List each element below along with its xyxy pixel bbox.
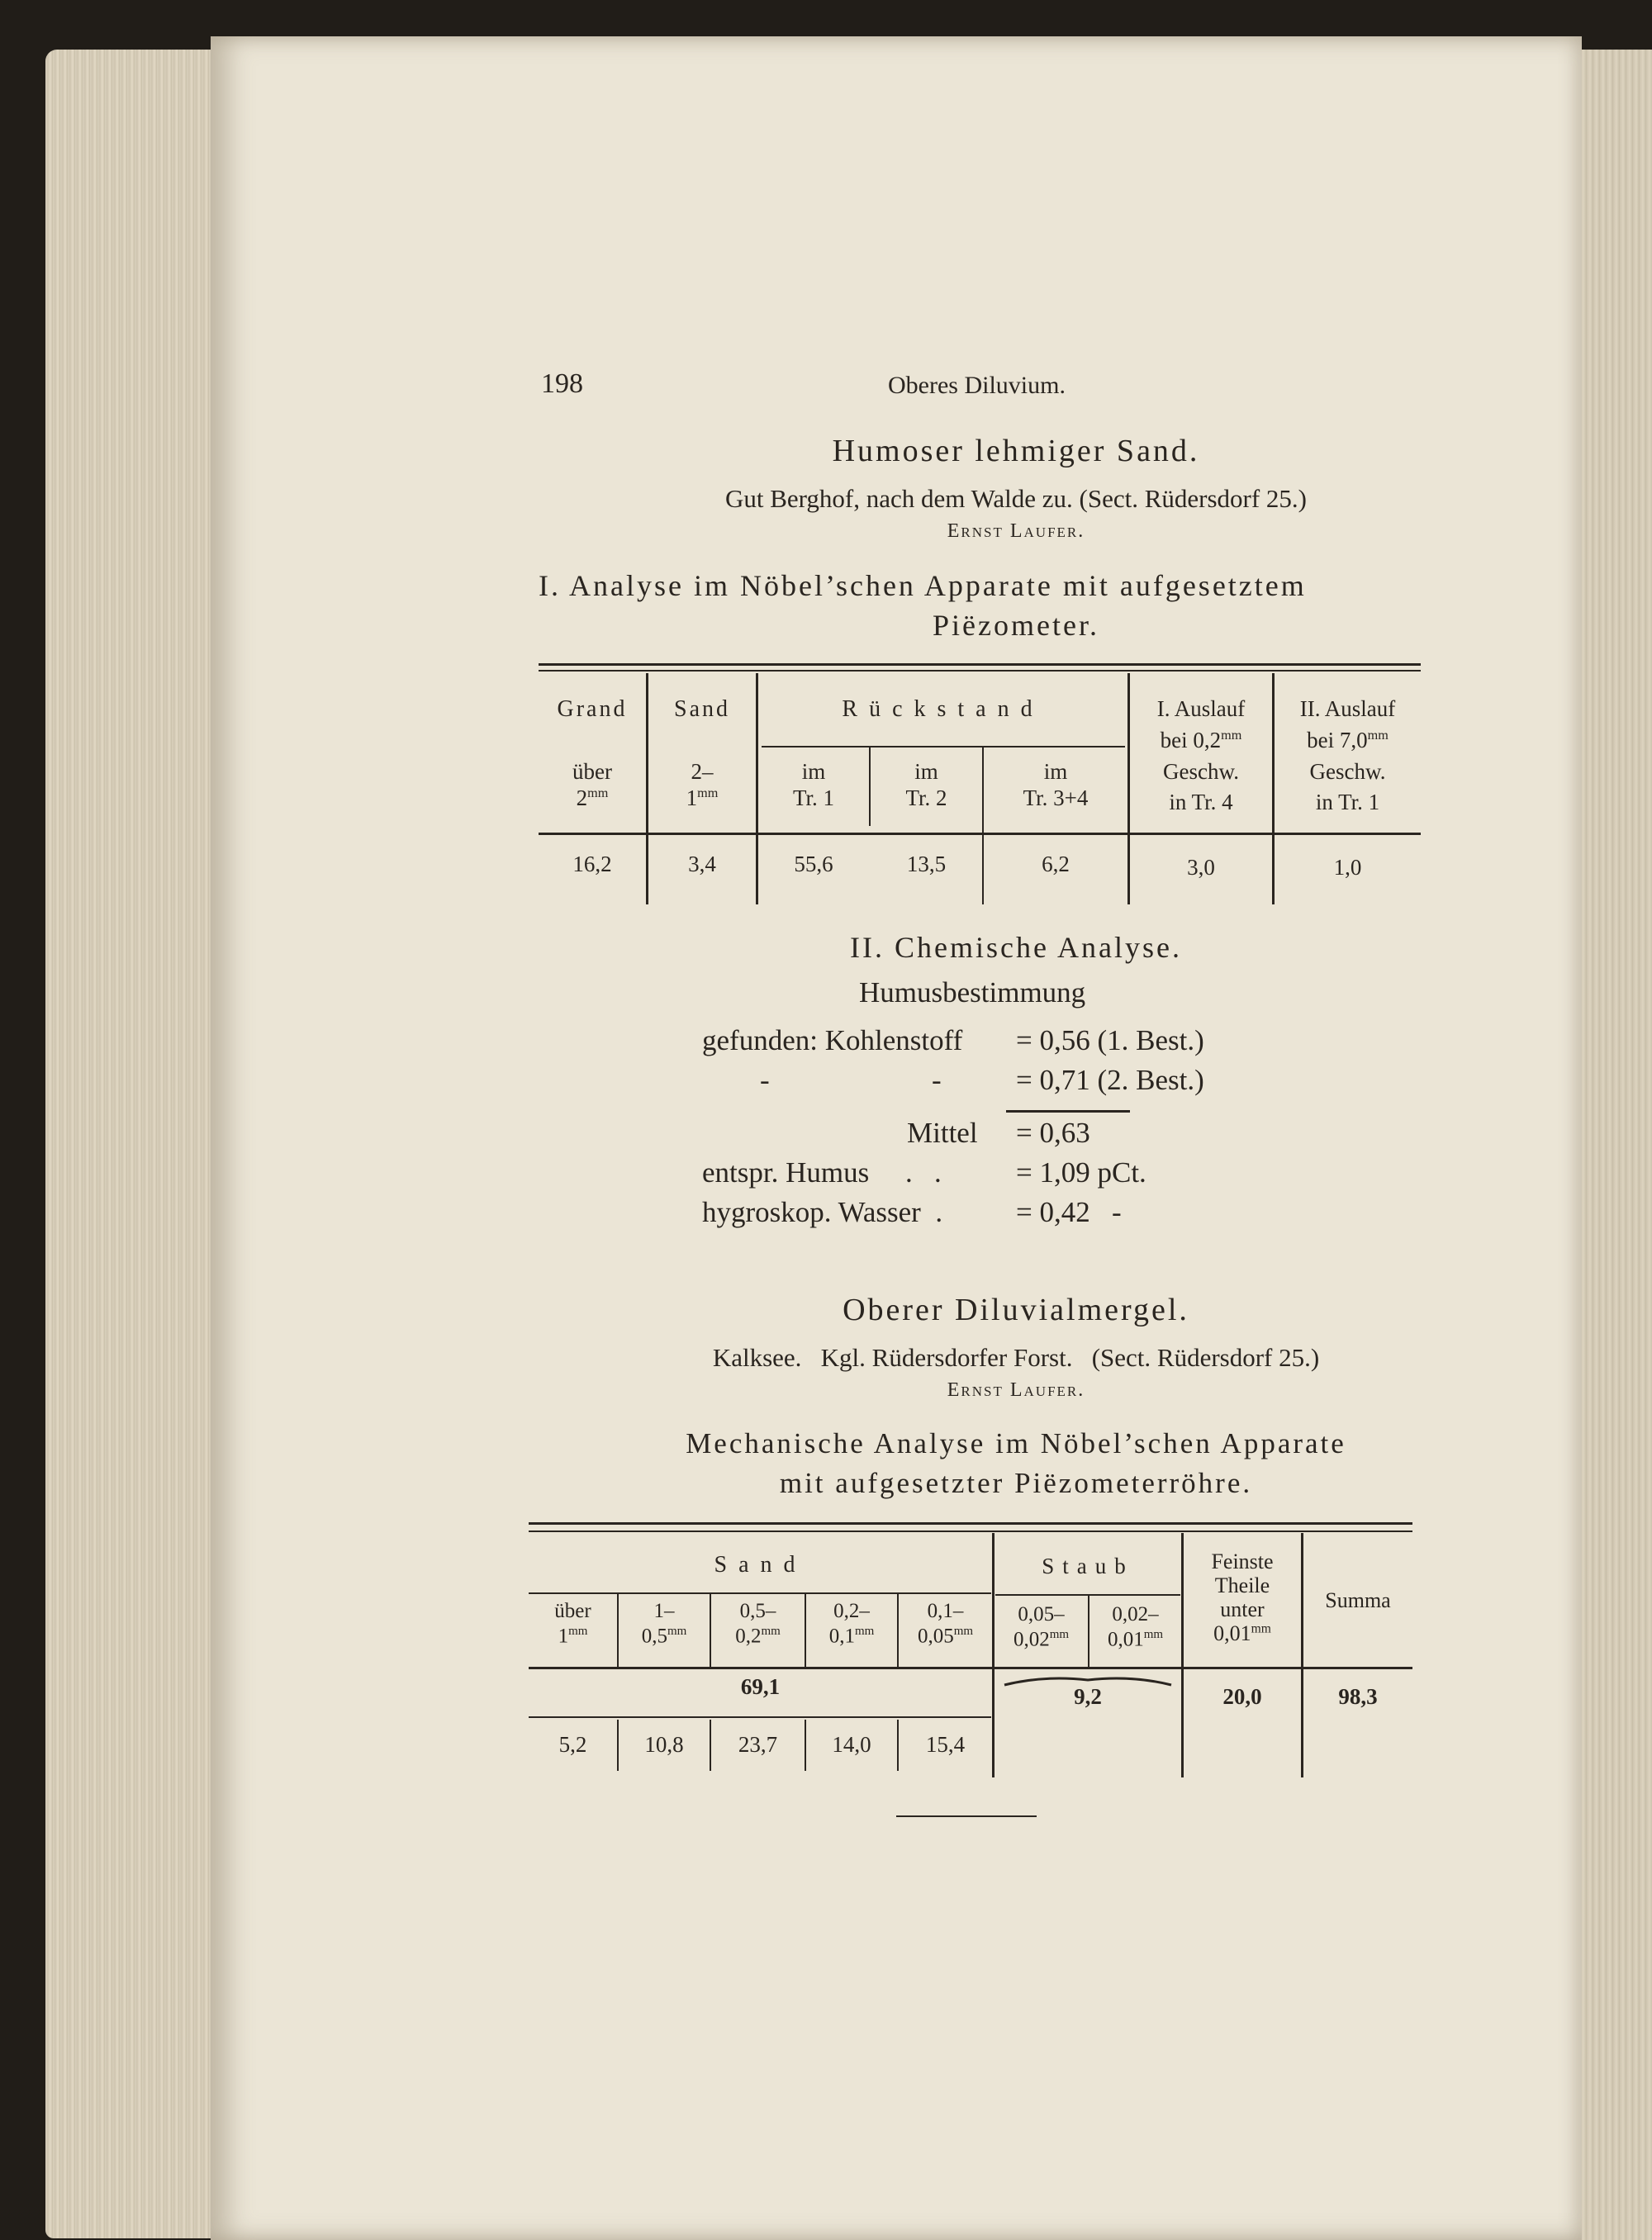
chem-row1-label: gefunden: Kohlenstoff: [702, 1024, 963, 1056]
col-sand-02-01: 0,2– $0,1^{mm}$: [828, 1600, 875, 1648]
chem-mittel-value: = 0,63: [1016, 1117, 1090, 1149]
section1-title: Humoser lehmiger Sand.: [832, 434, 1200, 468]
summa-total: 98,3: [1338, 1684, 1378, 1709]
book-page: [211, 36, 1582, 2240]
t1-value-auslauf2: 1,0: [1333, 855, 1362, 880]
section2-title: Oberer Diluvialmergel.: [843, 1293, 1189, 1327]
section1-analysis-heading: I. Analyse im Nöbel’schen Apparate mit aufgesetztem: [539, 569, 1307, 602]
col-sand: Sand: [674, 696, 730, 722]
t1-value-tr2: 13,5: [906, 852, 947, 876]
section2-location: Kalksee. Kgl. Rüdersdorfer Forst. (Sect. Rüdersdorf 25.): [712, 1343, 1320, 1372]
col-sand-sub: 2– $1^{mm}$: [686, 759, 719, 811]
col-auslauf1: I. Auslauf bei $0,2^{mm}$ Geschw. in Tr. 4: [1156, 696, 1246, 815]
sand-value-05-02: 23,7: [738, 1732, 778, 1757]
col-feinste: Feinste Theile unter $0,01^{mm}$: [1211, 1549, 1274, 1646]
col-summa: Summa: [1325, 1588, 1391, 1612]
col-grand-sub: über $2^{mm}$: [572, 759, 612, 811]
chem-humus-value: = 1,09 pCt.: [1016, 1156, 1146, 1189]
chem-row2-dash2: -: [932, 1064, 942, 1096]
t1-value-tr34: 6,2: [1042, 852, 1070, 876]
t1-value-auslauf1: 3,0: [1187, 855, 1215, 880]
col-sand-01-005: 0,1– $0,05^{mm}$: [917, 1600, 974, 1648]
section2-analysis-heading-cont: mit aufgesetzter Piëzometerröhre.: [779, 1467, 1253, 1499]
book-page-edges-left: [45, 50, 219, 2238]
sand-value-ueber1: 5,2: [558, 1732, 587, 1757]
chem-mittel-label: Mittel: [907, 1117, 978, 1149]
chem-subtitle: Humusbestimmung: [859, 976, 1086, 1008]
col-tr1: im Tr. 1: [792, 759, 835, 811]
sand-value-02-01: 14,0: [832, 1732, 871, 1757]
sand-value-01-005: 15,4: [925, 1732, 966, 1757]
feinste-total: 20,0: [1222, 1684, 1262, 1709]
col-rueckstand: Rückstand: [842, 696, 1044, 722]
staub-total: 9,2: [1074, 1684, 1102, 1709]
sand-value-1-05: 10,8: [644, 1732, 684, 1757]
chem-humus-label: entspr. Humus . .: [702, 1156, 942, 1189]
t1-value-grand: 16,2: [572, 852, 612, 876]
end-rule: [896, 1815, 1037, 1817]
chem-row2-value: = 0,71 (2. Best.): [1016, 1064, 1204, 1096]
section1-author: Ernst Laufer.: [947, 520, 1085, 542]
running-title: Oberes Diluvium.: [888, 372, 1066, 399]
chem-wasser-label: hygroskop. Wasser .: [702, 1196, 943, 1228]
chem-row2-dash1: -: [760, 1064, 770, 1096]
book-page-edges-right: [1574, 50, 1652, 2240]
col-sand-1-05: 1– $0,5^{mm}$: [641, 1600, 687, 1648]
chem-title: II. Chemische Analyse.: [850, 931, 1182, 964]
t1-value-sand: 3,4: [688, 852, 716, 876]
col-sand-05-02: 0,5– $0,2^{mm}$: [735, 1600, 781, 1648]
col-sand-ueber1: über $1^{mm}$: [554, 1600, 591, 1648]
chem-wasser-value: = 0,42 -: [1016, 1196, 1122, 1228]
section2-author: Ernst Laufer.: [947, 1379, 1085, 1401]
col-group-staub: Staub: [1042, 1554, 1134, 1578]
section1-location: Gut Berghof, nach dem Walde zu. (Sect. Rüdersdorf 25.): [724, 484, 1307, 513]
col-tr2: im Tr. 2: [905, 759, 947, 811]
col-group-sand: Sand: [714, 1552, 807, 1578]
sum-rule: [1006, 1110, 1130, 1113]
t1-value-tr1: 55,6: [794, 852, 833, 876]
section2-analysis-heading: Mechanische Analyse im Nöbel’schen Apparate: [686, 1427, 1346, 1459]
col-staub-005-002: 0,05– $0,02^{mm}$: [1013, 1603, 1070, 1651]
sand-total: 69,1: [740, 1674, 781, 1699]
col-auslauf2: II. Auslauf bei $7,0^{mm}$ Geschw. in Tr. 1: [1299, 696, 1396, 815]
chem-row1-value: = 0,56 (1. Best.): [1016, 1024, 1204, 1056]
col-staub-002-001: 0,02– $0,01^{mm}$: [1107, 1603, 1164, 1651]
col-grand: Grand: [557, 696, 628, 722]
page-number: 198: [541, 368, 583, 399]
section1-analysis-heading-cont: Piëzometer.: [933, 609, 1099, 642]
col-tr34: im Tr. 3+4: [1023, 759, 1089, 811]
